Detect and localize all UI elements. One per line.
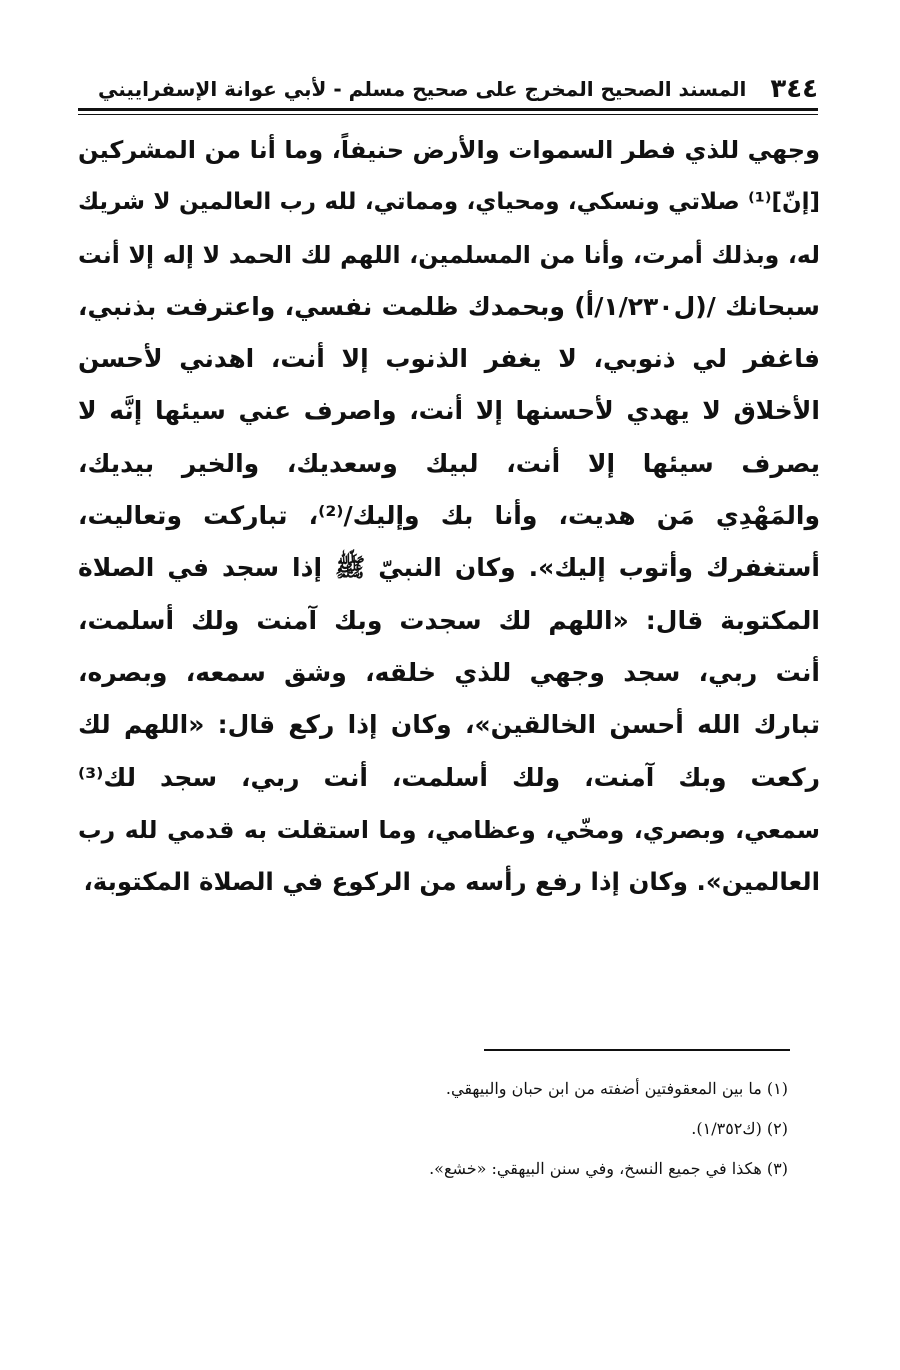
header-rule-thin bbox=[78, 114, 818, 115]
text-line: [إنّ]⁽¹⁾ صلاتي ونسكي، ومحياي، ومماتي، لله رب العالمين لا شريك bbox=[78, 189, 820, 216]
text-line: فاغفر لي ذنوبي، لا يغفر الذنوب إلا أنت، اهدني لأحسن bbox=[78, 344, 820, 374]
page-number: ٣٤٤ bbox=[770, 74, 818, 104]
text-line: العالمين». وكان إذا رفع رأسه من الركوع في الصلاة المكتوبة، bbox=[83, 867, 820, 897]
footnote-separator bbox=[484, 1049, 790, 1051]
text-line: أنت ربي، سجد وجهي للذي خلقه، وشق سمعه، وبصره، bbox=[78, 657, 820, 687]
footnote: (٢) (ك١/٣٥٢). bbox=[691, 1119, 788, 1138]
text-line: له، وبذلك أمرت، وأنا من المسلمين، اللهم لك الحمد لا إله إلا أنت bbox=[78, 240, 820, 269]
text-line: وجهي للذي فطر السموات والأرض حنيفاً، وما أنا من المشركين bbox=[78, 136, 820, 164]
text-line: تبارك الله أحسن الخالقين»، وكان إذا ركع قال: «اللهم لك bbox=[78, 710, 820, 740]
footnote: (٣) هكذا في جميع النسخ، وفي سنن البيهقي: «خشع». bbox=[429, 1159, 788, 1178]
footnotes bbox=[200, 1076, 788, 1196]
text-line: سمعي، وبصري، ومخّي، وعظامي، وما استقلت به قدمي لله رب bbox=[78, 815, 820, 844]
running-title: المسند الصحيح المخرج على صحيح مسلم - لأبي عوانة الإسفراييني bbox=[98, 77, 747, 101]
text-line: ركعت وبك آمنت، ولك أسلمت، أنت ربي، سجد لك⁽³⁾ bbox=[78, 762, 820, 792]
header-rule-thick bbox=[78, 108, 818, 111]
text-line: أستغفرك وأتوب إليك». وكان النبيّ ﷺ إذا سجد في الصلاة bbox=[78, 553, 820, 583]
page-header bbox=[78, 72, 818, 106]
text-line: يصرف سيئها إلا أنت، لبيك وسعديك، والخير بيديك، bbox=[78, 448, 820, 478]
text-line: سبحانك /(ل١/٢٣٠/أ) وبحمدك ظلمت نفسي، واعترفت بذنبي، bbox=[78, 291, 820, 321]
main-text bbox=[78, 124, 820, 908]
text-line: والمَهْدِي مَن هديت، وأنا بك وإليك/⁽²⁾، تباركت وتعاليت، bbox=[78, 501, 820, 531]
text-line: المكتوبة قال: «اللهم لك سجدت وبك آمنت ولك أسلمت، bbox=[78, 605, 820, 635]
text-line: الأخلاق لا يهدي لأحسنها إلا أنت، واصرف عني سيئها إنَّه لا bbox=[78, 396, 820, 426]
footnote: (١) ما بين المعقوفتين أضفته من ابن حبان والبيهقي. bbox=[445, 1079, 788, 1098]
